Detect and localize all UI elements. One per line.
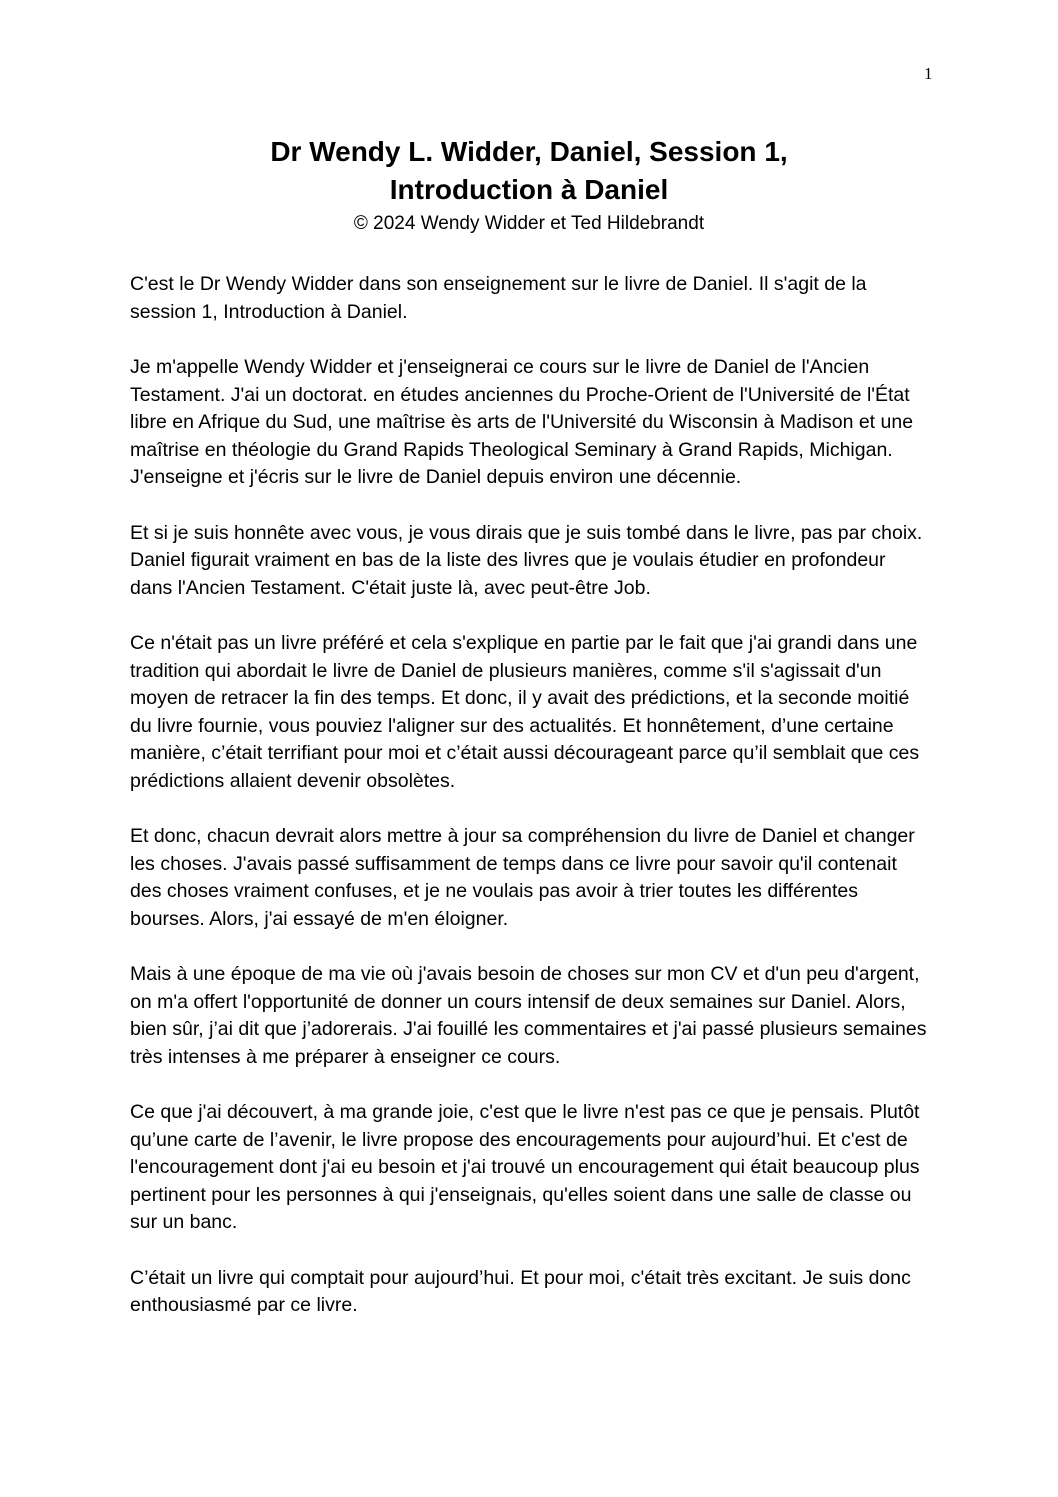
document-header xyxy=(0,133,1058,238)
paragraph-7: Ce que j'ai découvert, à ma grande joie, c'est que le livre n'est pas ce que je pensais. Plutôt qu’une carte de l’avenir, le livre propose des encouragements pour aujourd’hui. Et c'est de l'encouragement dont j'ai eu besoin et j'ai trouvé un encouragement qui était beaucoup plus pertinent pour les personnes à qui j'enseignais, qu'elles soient dans une salle de classe ou sur un banc. xyxy=(130,1101,920,1233)
copyright-notice: © 2024 Wendy Widder et Ted Hildebrandt xyxy=(353,213,705,234)
page-number: 1 xyxy=(924,64,933,83)
paragraph-3: Et si je suis honnête avec vous, je vous dirais que je suis tombé dans le livre, pas par choix. Daniel figurait vraiment en bas de la liste des livres que je voulais étudier en profondeur dans l'Ancien Testament. C'était juste là, avec peut-être Job. xyxy=(130,521,923,599)
document-title-line-1: Dr Wendy L. Widder, Daniel, Session 1, xyxy=(270,136,788,167)
paragraph-5: Et donc, chacun devrait alors mettre à jour sa compréhension du livre de Daniel et changer les choses. J'avais passé suffisamment de temps dans ce livre pour savoir qu'il contenait des choses vraiment confuses, et je ne voulais pas avoir à trier toutes les différentes bourses. Alors, j'ai essayé de m'en éloigner. xyxy=(130,825,915,930)
document-title-line-2: Introduction à Daniel xyxy=(389,174,669,205)
paragraph-6: Mais à une époque de ma vie où j'avais besoin de choses sur mon CV et d'un peu d'argent, on m'a offert l'opportunité de donner un cours intensif de deux semaines sur Daniel. Alors, bien sûr, j’ai dit que j’adorerais. J'ai fouillé les commentaires et j'ai passé plusieurs semaines très intenses à me préparer à enseigner ce cours. xyxy=(130,963,927,1068)
paragraph-2: Je m'appelle Wendy Widder et j'enseignerai ce cours sur le livre de Daniel de l'Ancien Testament. J'ai un doctorat. en études anciennes du Proche-Orient de l'Université de l'État libre en Afrique du Sud, une maîtrise ès arts de l'Université du Wisconsin à Madison et une maîtrise en théologie du Grand Rapids Theological Seminary à Grand Rapids, Michigan. J'enseigne et j'écris sur le livre de Daniel depuis environ une décennie. xyxy=(130,356,914,488)
paragraph-1: C'est le Dr Wendy Widder dans son enseignement sur le livre de Daniel. Il s'agit de la session 1, Introduction à Daniel. xyxy=(130,273,867,323)
paragraph-4: Ce n'était pas un livre préféré et cela s'explique en partie par le fait que j'ai grandi dans une tradition qui abordait le livre de Daniel de plusieurs manières, comme s'il s'agissait d'un moyen de retracer la fin des temps. Et donc, il y avait des prédictions, et la seconde moitié du livre fournie, vous pouviez l'aligner sur des actualités. Et honnêtement, d’une certaine manière, c’était terrifiant pour moi et c’était aussi décourageant parce qu’il semblait que ces prédictions allaient devenir obsolètes. xyxy=(130,632,920,792)
paragraph-8: C’était un livre qui comptait pour aujourd’hui. Et pour moi, c'était très excitant. Je suis donc enthousiasmé par ce livre. xyxy=(130,1266,911,1316)
document-body xyxy=(130,271,930,1348)
